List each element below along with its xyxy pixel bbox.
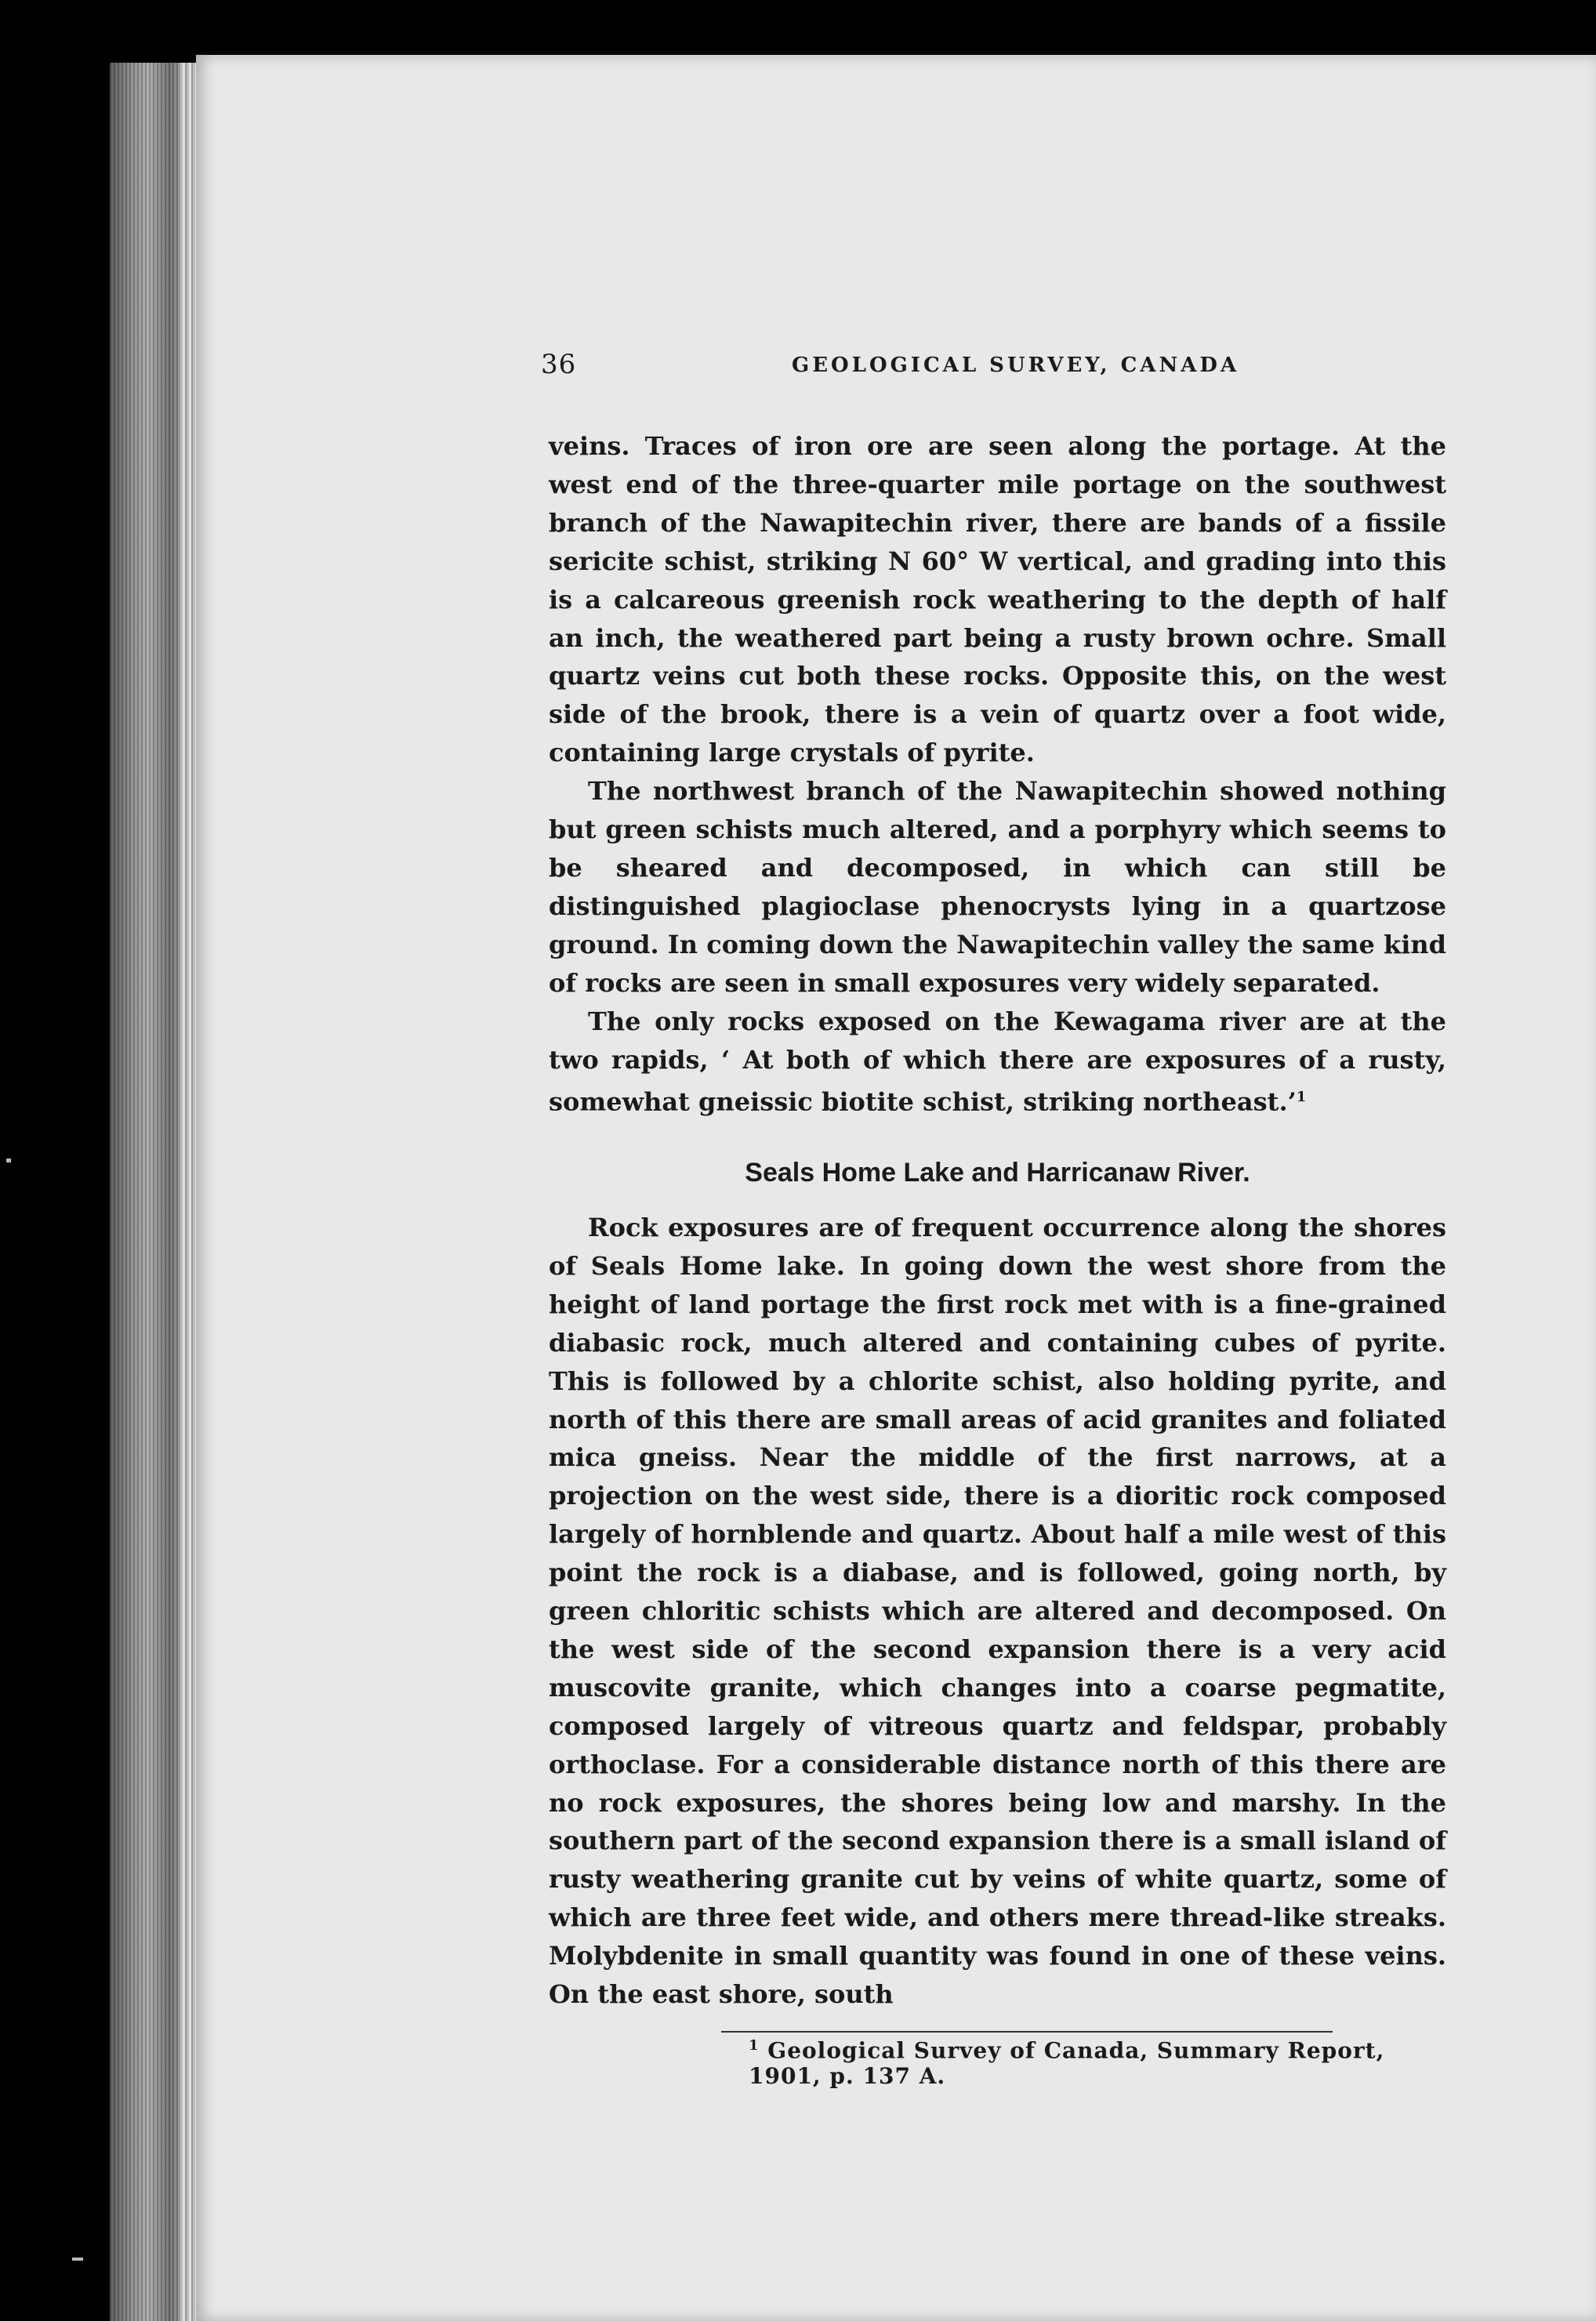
section-heading: Seals Home Lake and Harricanaw River. xyxy=(745,1157,1250,1188)
scan-speck xyxy=(72,2258,83,2261)
scan-speck xyxy=(6,1159,11,1162)
paragraph: The northwest branch of the Nawapitechin showed nothing but green schists much altered, and a porphyry which seems to be sheared and decomposed, in which can still be distinguished plagioclase phenocrysts lying in a quartzose ground. In coming down the Nawapitechin valley the same kind of rocks are seen in small exposures very widely separated. xyxy=(549,776,1446,998)
paragraph: Rock exposures are of frequent occurrence along the shores of Seals Home lake. In going down the west shore from the height of land portage the first rock met with is a fine-grained diabasic rock, much altered and containing cubes of pyrite. This is followed by a chlorite schist, also holding pyrite, and north of this there are small areas of acid granites and foliated mica gneiss. Near the middle of the first narrows, at a projection on the west side, there is a dioritic rock composed largely of hornblende and quartz. About half a mile west of this point the rock is a diabase, and is followed, going north, by green chloritic schists which are altered and decomposed. On the west side of the second expansion there is a very acid muscovite granite, which changes into a coarse pegmatite, composed largely of vitreous quartz and feldspar, probably orthoclase. For a considerable distance north of this there are no rock exposures, the shores being low and marshy. In the southern part of the second expansion there is a small island of rusty weathering granite cut by veins of white quartz, some of which are three feet wide, and others mere thread-like streaks. Molybdenite in small quantity was found in one of these veins. On the east shore, south xyxy=(549,1212,1446,2010)
page-number: 36 xyxy=(541,349,577,380)
text-block xyxy=(353,349,1450,2089)
footnote-marker: 1 xyxy=(749,2037,760,2054)
paragraph: veins. Traces of iron ore are seen along the portage. At the west end of the three-quarter mile portage on the southwest branch of the Nawapitechin river, there are bands of a fissile sericite schist, striking N 60° W vertical, and grading into this is a calcareous greenish rock weathering to the depth of half an inch, the weathered part being a rusty brown ochre. Small quartz veins cut both these rocks. Opposite this, on the west side of the brook, there is a vein of quartz over a foot wide, containing large crystals of pyrite. xyxy=(549,431,1446,768)
running-head xyxy=(353,349,1450,396)
paragraph xyxy=(353,1003,1446,1122)
running-title: GEOLOGICAL SURVEY, CANADA xyxy=(792,354,1240,377)
footnote-divider xyxy=(721,2031,1333,2033)
paragraph-text: The only rocks exposed on the Kewagama river are at the two rapids, ‘ At both of which there are exposures of a rusty, somewhat gneissic biotite schist, striking northeast.’ xyxy=(549,1006,1446,1118)
footnote-reference: 1 xyxy=(1296,1089,1307,1106)
footnote-text: Geological Survey of Canada, Summary Report, 1901, p. 137 A. xyxy=(749,2037,1385,2090)
footnote xyxy=(749,2037,1454,2089)
